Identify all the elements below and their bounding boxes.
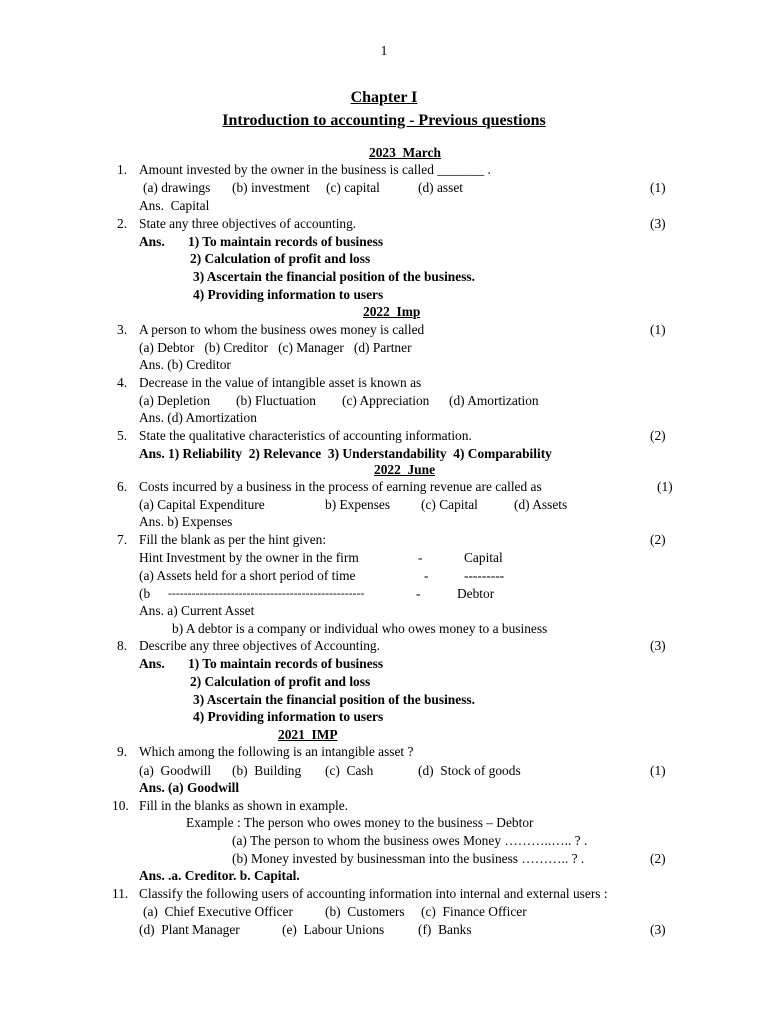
q1-option-c: (c) capital [326,180,380,195]
q2-answer-3: 3) Ascertain the financial position of the business. [193,269,475,284]
page-number: 1 [380,43,388,58]
q4-number: 4. [117,375,128,390]
q9-number: 9. [117,744,128,759]
q7-b-dash: - [416,586,421,601]
q10-item-a: (a) The person to whom the business owes Money ………..….. ? . [232,833,588,848]
q7-hint-left: Hint Investment by the owner in the firm [139,550,359,565]
q7-a-right: --------- [464,568,505,583]
q5-number: 5. [117,428,128,443]
q2-answer-1: 1) To maintain records of business [188,234,384,249]
q7-text: Fill the blank as per the hint given: [139,532,327,547]
q6-option-c: (c) Capital [421,497,478,512]
q8-text: Describe any three objectives of Accounting. [139,638,380,653]
q8-number: 8. [117,638,128,653]
q4-answer: Ans. (d) Amortization [139,410,257,425]
q9-option-d: (d) Stock of goods [418,763,521,778]
q6-option-d: (d) Assets [514,497,568,512]
q8-answer-2: 2) Calculation of profit and loss [190,674,371,689]
q7-a-left: (a) Assets held for a short period of time [139,568,356,583]
q1-answer: Ans. Capital [139,198,210,213]
q4-option-b: (b) Fluctuation [236,393,316,408]
q11-option-b: (b) Customers [325,904,405,919]
q7-a-dash: - [424,568,429,583]
q11-marks: (3) [650,922,666,937]
q7-b-left: (b [139,586,151,601]
q3-number: 3. [117,322,128,337]
q9-answer: Ans. (a) Goodwill [139,780,240,795]
q1-option-b: (b) investment [232,180,310,195]
q4-text: Decrease in the value of intangible asset is known as [139,375,422,390]
q10-text: Fill in the blanks as shown in example. [139,798,349,813]
q2-answer-label: Ans. [139,234,165,249]
section-2022-june: 2022 June [374,462,436,477]
q11-option-e: (e) Labour Unions [282,922,385,937]
q8-answer-4: 4) Providing information to users [193,709,384,724]
q10-example: Example : The person who owes money to the business – Debtor [186,815,534,830]
q7-hint-right: Capital [464,550,503,565]
section-2022-imp: 2022 Imp [363,304,421,319]
q3-text: A person to whom the business owes money is called [139,322,425,337]
q11-option-d: (d) Plant Manager [139,922,240,937]
q10-marks: (2) [650,851,666,866]
q9-option-a: (a) Goodwill [139,763,212,778]
q11-text: Classify the following users of accounting information into internal and external users : [139,886,608,901]
q8-answer-3: 3) Ascertain the financial position of the business. [193,692,475,707]
q6-option-b: b) Expenses [325,497,391,512]
q9-marks: (1) [650,763,666,778]
q7-answer-b: b) A debtor is a company or individual who owes money to a business [172,621,548,636]
q11-number: 11. [112,886,129,901]
q2-text: State any three objectives of accounting. [139,216,357,231]
q7-marks: (2) [650,532,666,547]
section-2021-imp: 2021 IMP [278,727,338,742]
q7-number: 7. [117,532,128,547]
q1-option-d: (d) asset [418,180,463,195]
q5-text: State the qualitative characteristics of accounting information. [139,428,472,443]
q1-option-a: (a) drawings [143,180,211,195]
q2-answer-4: 4) Providing information to users [193,287,384,302]
q5-marks: (2) [650,428,666,443]
q9-text: Which among the following is an intangible asset ? [139,744,414,759]
q1-text: Amount invested by the owner in the business is called _______ . [139,162,491,177]
q8-answer-label: Ans. [139,656,165,671]
document-title: Introduction to accounting - Previous questions [222,112,546,129]
q1-marks: (1) [650,180,666,195]
q5-answer: Ans. 1) Reliability 2) Relevance 3) Understandability 4) Comparability [139,446,552,461]
q4-option-a: (a) Depletion [139,393,211,408]
q2-marks: (3) [650,216,666,231]
q3-options: (a) Debtor (b) Creditor (c) Manager (d) Partner [139,340,412,355]
q2-answer-2: 2) Calculation of profit and loss [190,251,371,266]
q10-number: 10. [112,798,129,813]
q6-text: Costs incurred by a business in the process of earning revenue are called as [139,479,542,494]
q11-option-a: (a) Chief Executive Officer [143,904,293,919]
q9-option-c: (c) Cash [325,763,374,778]
q6-answer: Ans. b) Expenses [139,514,233,529]
q7-b-right: Debtor [457,586,495,601]
q11-option-f: (f) Banks [418,922,472,937]
q11-option-c: (c) Finance Officer [421,904,527,919]
q10-item-b: (b) Money invested by businessman into the business ……….. ? . [232,851,585,866]
q9-option-b: (b) Building [232,763,302,778]
q6-number: 6. [117,479,128,494]
q4-option-d: (d) Amortization [449,393,539,408]
q7-answer-a: Ans. a) Current Asset [139,603,255,618]
q3-marks: (1) [650,322,666,337]
q7-b-fill: -------------------------------------------------- [168,586,365,600]
q6-marks: (1) [657,479,673,494]
q8-marks: (3) [650,638,666,653]
q2-number: 2. [117,216,128,231]
q8-answer-1: 1) To maintain records of business [188,656,384,671]
chapter-heading: Chapter I [350,89,418,106]
q3-answer: Ans. (b) Creditor [139,357,231,372]
q6-option-a: (a) Capital Expenditure [139,497,265,512]
q7-hint-dash: - [418,550,423,565]
section-2023-march: 2023 March [369,145,441,160]
q10-answer: Ans. .a. Creditor. b. Capital. [139,868,300,883]
q1-number: 1. [117,162,128,177]
q4-option-c: (c) Appreciation [342,393,430,408]
